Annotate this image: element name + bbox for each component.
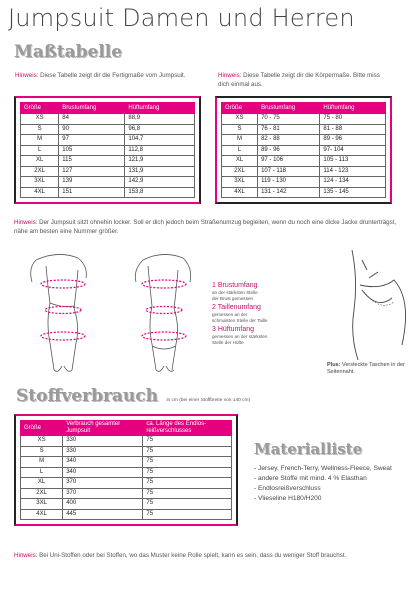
table-cell: 107 - 118 (258, 166, 320, 177)
stoffverbrauch-table-frame (14, 414, 238, 526)
table-row (21, 177, 195, 188)
table-row (21, 187, 195, 198)
table-cell: 370 (63, 488, 143, 499)
table-cell: S (222, 124, 258, 135)
table-cell: 114 - 123 (320, 166, 386, 177)
table-cell: 70 - 75 (258, 114, 320, 125)
table-cell: 75 (143, 478, 232, 489)
material-item: - Vlieseline H180/H200 (254, 495, 322, 502)
body-measure-illustration (28, 248, 203, 378)
table-row (21, 488, 232, 499)
table-row (222, 145, 386, 156)
table-cell: 96,8 (125, 124, 195, 135)
page-title: Jumpsuit Damen und Herren (8, 4, 355, 32)
table-cell: XL (21, 478, 63, 489)
table-cell: 2XL (21, 488, 63, 499)
table-cell: 75 (143, 499, 232, 510)
table-row (222, 124, 386, 135)
column-header: Hüftumfang (125, 103, 195, 114)
table-row (222, 187, 386, 198)
table-row (21, 467, 232, 478)
table-row (21, 114, 195, 125)
material-item: - Jersey, French-Terry, Wellness-Fleece, Sweat (254, 465, 392, 472)
column-header: Größe (21, 103, 59, 114)
column-header: Hüftumfang (320, 103, 386, 114)
table-header-row (21, 421, 232, 436)
material-item: - Endlosreißverschluss (254, 485, 321, 492)
table-cell: 119 - 130 (258, 177, 320, 188)
table-cell: 115 (59, 156, 125, 167)
table-cell: 4XL (21, 187, 59, 198)
table-cell: 3XL (21, 499, 63, 510)
table-row (21, 156, 195, 167)
table-cell: 97 - 106 (258, 156, 320, 167)
table-row (222, 166, 386, 177)
table-cell: 105 - 113 (320, 156, 386, 167)
table-row (21, 145, 195, 156)
table-row (21, 457, 232, 468)
table-cell: 370 (63, 478, 143, 489)
table-cell: S (21, 446, 63, 457)
materialliste-heading: Materialliste (254, 440, 363, 458)
stoffverbrauch-heading-row (16, 386, 250, 406)
fertigmasse-table (20, 102, 195, 198)
table-cell: 76 - 81 (258, 124, 320, 135)
table-cell: 81 - 88 (320, 124, 386, 135)
table-cell: 97- 104 (320, 145, 386, 156)
table-cell: 75 (143, 446, 232, 457)
table-header-row (21, 103, 195, 114)
plus-note: Plus: Versteckte Taschen in der Seitennaht. (327, 362, 405, 375)
table-cell: 2XL (21, 166, 59, 177)
table-cell: 2XL (222, 166, 258, 177)
hint-stoff: Hinweis: Bei Uni-Stoffen oder bei Stoffen, wo das Muster keine Rolle spielt, kann es sein, dass du weniger Stoff brauchst. (14, 552, 347, 559)
column-header: Brustumfang (258, 103, 320, 114)
table-row (21, 446, 232, 457)
table-cell: 151 (59, 187, 125, 198)
table-row (21, 166, 195, 177)
column-header: Brustumfang (59, 103, 125, 114)
legend-hueftumfang: 3 Hüftumfang gemessen an der stärksten Stelle der Hüfte (212, 326, 268, 345)
table-cell: L (21, 145, 59, 156)
table-cell: XL (21, 156, 59, 167)
table-cell: 88,9 (125, 114, 195, 125)
column-header: ca. Länge des Endlos-reißverschlusses (143, 421, 232, 436)
table-cell: 75 - 80 (320, 114, 386, 125)
stoffverbrauch-table (20, 420, 232, 520)
table-cell: S (21, 124, 59, 135)
koerpermasse-table (221, 102, 386, 198)
table-row (21, 436, 232, 447)
table-row (21, 478, 232, 489)
table-cell: 131,9 (125, 166, 195, 177)
table-row (222, 135, 386, 146)
stoffverbrauch-note: in cm (bei einer Stoffbreite von 140 cm) (166, 398, 251, 403)
column-header: Größe (222, 103, 258, 114)
column-header: Größe (21, 421, 63, 436)
table-cell: 4XL (21, 509, 63, 520)
hint-koerpermasse: Hinweis: Diese Tabelle zeigt dir die Körpermaße. Bitte miss dich einmal aus. (218, 72, 380, 88)
table-cell: 75 (143, 509, 232, 520)
table-cell: 104,7 (125, 135, 195, 146)
table-cell: 90 (59, 124, 125, 135)
table-row (21, 509, 232, 520)
table-cell: M (222, 135, 258, 146)
table-cell: 105 (59, 145, 125, 156)
table-cell: 4XL (222, 187, 258, 198)
table-cell: 89 - 96 (320, 135, 386, 146)
stoffverbrauch-heading: Stoffverbrauch (16, 386, 159, 406)
pocket-detail-illustration (322, 250, 417, 360)
table-row (21, 124, 195, 135)
table-cell: M (21, 135, 59, 146)
table-cell: 75 (143, 457, 232, 468)
table-cell: M (21, 457, 63, 468)
table-cell: XS (21, 114, 59, 125)
table-cell: 153,8 (125, 187, 195, 198)
table-cell: 75 (143, 488, 232, 499)
table-row (222, 156, 386, 167)
table-cell: 400 (63, 499, 143, 510)
table-cell: 112,8 (125, 145, 195, 156)
legend-brustumfang: 1 Brustumfang an der stärksten Stelle der Brust gemessen (212, 282, 258, 301)
table-cell: 135 - 145 (320, 187, 386, 198)
table-cell: XL (222, 156, 258, 167)
table-row (222, 114, 386, 125)
table-cell: 142,9 (125, 177, 195, 188)
hint-groesse: Hinweis: Der Jumpsuit sitzt ohnehin locker. Soll er dich jedoch beim Straßenumzug begleiten, wenn du noch eine dicke Jacke drunterträgst, nähe am besten eine Nummer größer. (14, 219, 397, 235)
table-cell: L (222, 145, 258, 156)
table-cell: 84 (59, 114, 125, 125)
table-cell: 127 (59, 166, 125, 177)
column-header: Verbrauch gesamter Jumpsuit (63, 421, 143, 436)
materialliste (254, 464, 420, 504)
table-cell: XS (21, 436, 63, 447)
table-cell: L (21, 467, 63, 478)
table-cell: 75 (143, 436, 232, 447)
table-cell: 340 (63, 457, 143, 468)
koerpermasse-table-frame (215, 96, 392, 204)
table-row (222, 177, 386, 188)
table-cell: 340 (63, 467, 143, 478)
table-cell: 124 - 134 (320, 177, 386, 188)
table-cell: 82 - 88 (258, 135, 320, 146)
table-cell: 97 (59, 135, 125, 146)
material-item: - andere Stoffe mit mind. 4 % Elasthan (254, 475, 367, 482)
table-cell: 89 - 96 (258, 145, 320, 156)
legend-taillenumfang: 2 Taillenumfang gemessen an der schmalsten Stelle der Taille (212, 304, 268, 323)
table-cell: 131 - 142 (258, 187, 320, 198)
table-row (21, 135, 195, 146)
measure-legend (212, 282, 322, 345)
table-header-row (222, 103, 386, 114)
table-cell: XS (222, 114, 258, 125)
table-cell: 445 (63, 509, 143, 520)
table-cell: 330 (63, 446, 143, 457)
masstabelle-heading: Maßtabelle (14, 42, 123, 62)
fertigmasse-table-frame (14, 96, 201, 204)
hint-fertigmasse: Hinweis: Diese Tabelle zeigt dir die Fertigmaße vom Jumpsuit. (15, 72, 186, 79)
table-cell: 3XL (21, 177, 59, 188)
table-cell: 139 (59, 177, 125, 188)
table-cell: 121,9 (125, 156, 195, 167)
table-cell: 3XL (222, 177, 258, 188)
table-cell: 75 (143, 467, 232, 478)
table-cell: 330 (63, 436, 143, 447)
table-row (21, 499, 232, 510)
